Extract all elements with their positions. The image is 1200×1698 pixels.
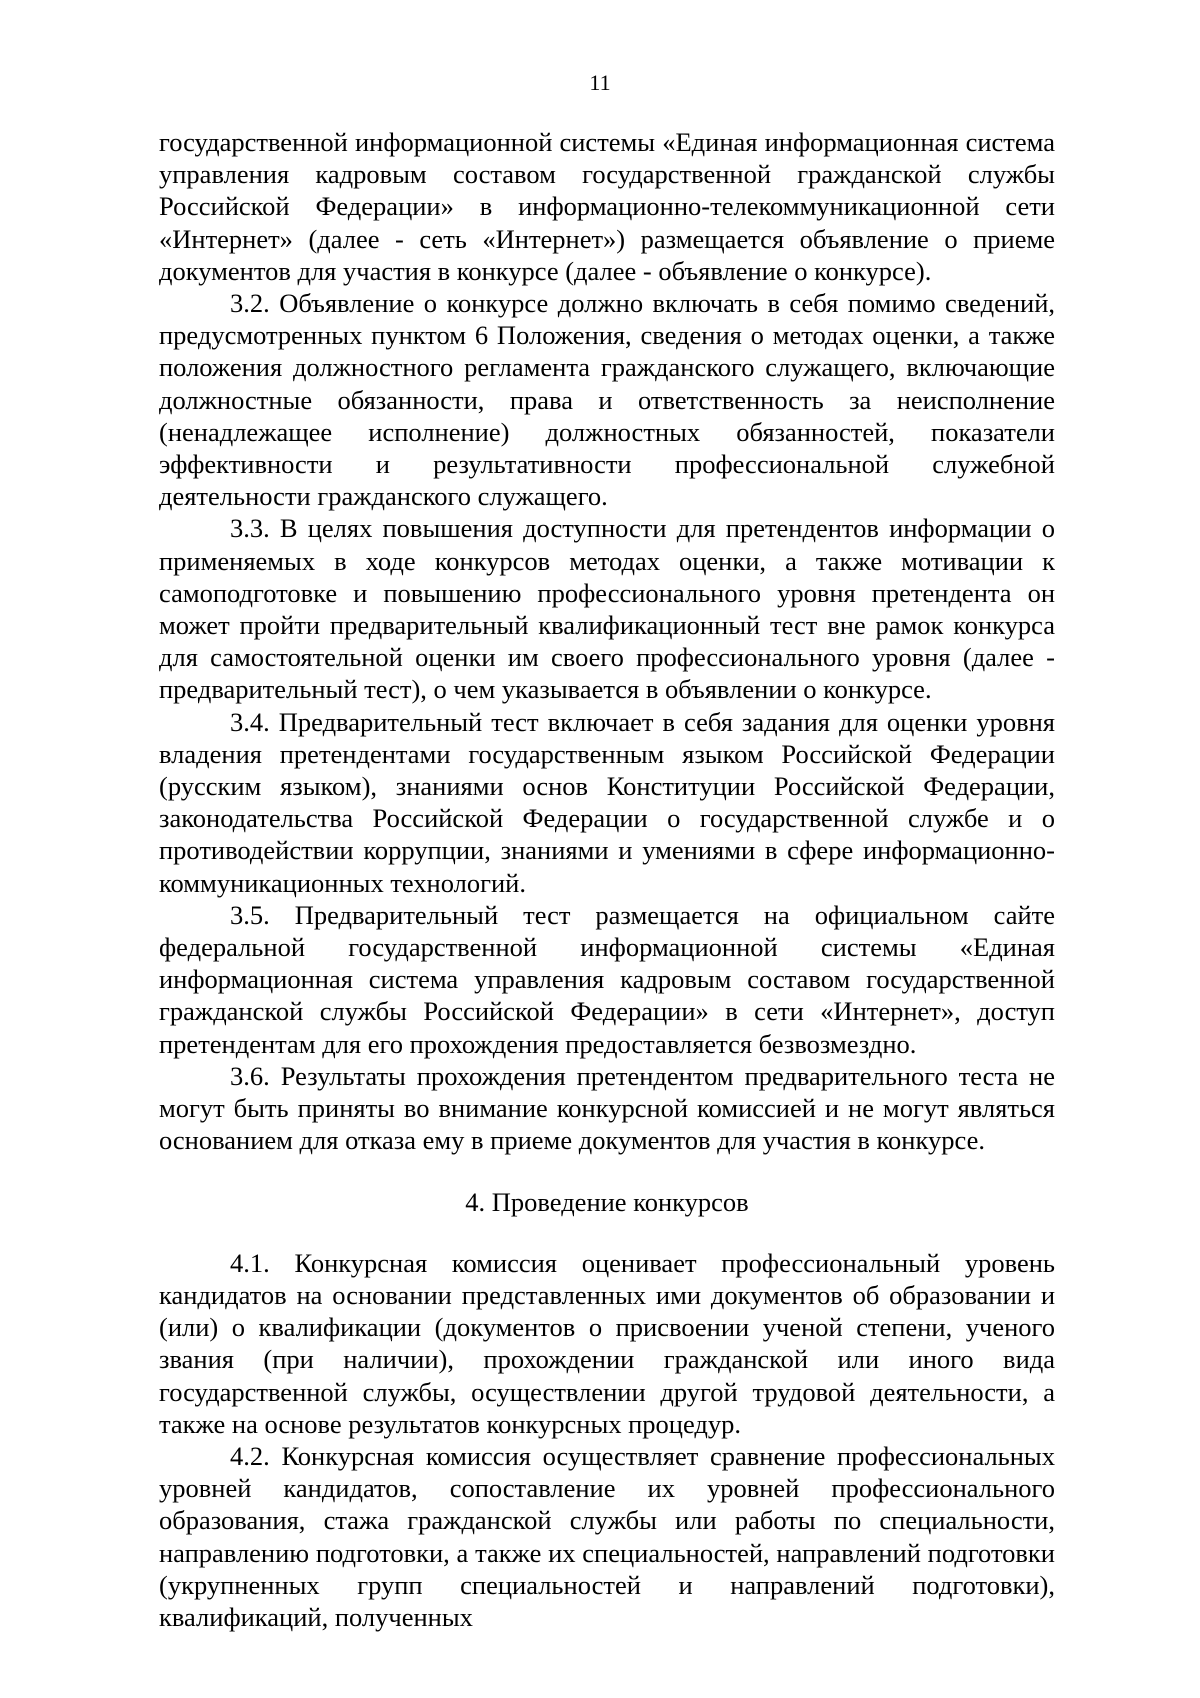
paragraph-4-2: 4.2. Конкурсная комиссия осуществляет сравнение профессиональных уровней кандидатов, сопоставление их уровней профессионального образования, стажа гражданской службы или работы по специальности, направлению подготовки, а также их специальностей, направлений подготовки (укрупненных групп специальностей и направлений подготовки), квалификаций, полученных — [159, 1440, 1055, 1632]
document-body — [159, 126, 1055, 1633]
paragraph-3-3: 3.3. В целях повышения доступности для претендентов информации о применяемых в ходе конкурсов методах оценки, а также мотивации к самоподготовке и повышению профессионального уровня претендента он может пройти предварительный квалификационный тест вне рамок конкурса для самостоятельной оценки им своего профессионального уровня (далее - предварительный тест), о чем указывается в объявлении о конкурсе. — [159, 513, 1055, 705]
page-number: 11 — [589, 70, 611, 95]
paragraph-3-5: 3.5. Предварительный тест размещается на официальном сайте федеральной государственной информационной системы «Единая информационная система управления кадровым составом государственной гражданской службы Российской Федерации» в сети «Интернет», доступ претендентам для его прохождения предоставляется безвозмездно. — [159, 899, 1055, 1059]
paragraph-3-2: 3.2. Объявление о конкурсе должно включать в себя помимо сведений, предусмотренных пунктом 6 Положения, сведения о методах оценки, а также положения должностного регламента гражданского служащего, включающие должностные обязанности, права и ответственность за неисполнение (ненадлежащее исполнение) должностных обязанностей, показатели эффективности и результативности профессиональной служебной деятельности гражданского служащего. — [159, 288, 1055, 512]
paragraph-continuation: государственной информационной системы «Единая информационная система управления кадровым составом государственной гражданской службы Российской Федерации» в информационно-телекоммуникационной сети «Интернет» (далее - сеть «Интернет») размещается объявление о приеме документов для участия в конкурсе (далее - объявление о конкурсе). — [159, 127, 1055, 286]
paragraph-3-6: 3.6. Результаты прохождения претендентом предварительного теста не могут быть приняты во внимание конкурсной комиссией и не могут являться основанием для отказа ему в приеме документов для участия в конкурсе. — [159, 1060, 1055, 1156]
paragraph-3-4: 3.4. Предварительный тест включает в себя задания для оценки уровня владения претендентами государственным языком Российской Федерации (русским языком), знаниями основ Конституции Российской Федерации, законодательства Российской Федерации о государственной службе и о противодействии коррупции, знаниями и умениями в сфере информационно-коммуникационных технологий. — [159, 706, 1055, 898]
paragraph-4-1: 4.1. Конкурсная комиссия оценивает профессиональный уровень кандидатов на основании представленных ими документов об образовании и (или) о квалификации (документов о присвоении ученой степени, ученого звания (при наличии), прохождении гражданской или иного вида государственной службы, осуществлении другой трудовой деятельности, а также на основе результатов конкурсных процедур. — [159, 1247, 1055, 1439]
section-heading: 4. Проведение конкурсов — [465, 1186, 749, 1217]
